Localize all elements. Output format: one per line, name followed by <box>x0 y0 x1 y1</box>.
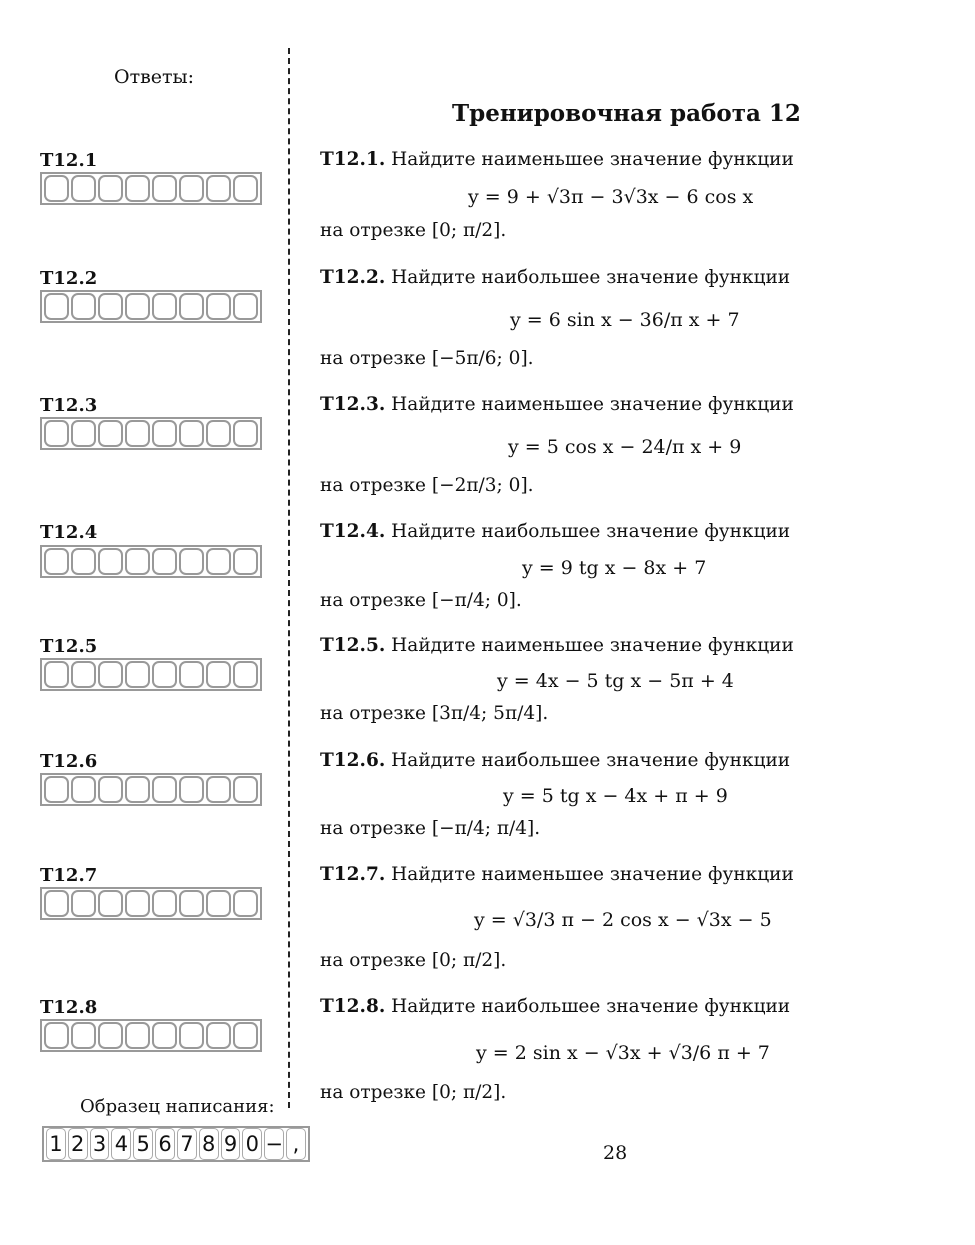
page-number: 28 <box>603 1142 628 1164</box>
task-formula: y = 4x − 5 tg x − 5π + 4 <box>497 670 734 692</box>
sample-char: 3 <box>90 1128 110 1160</box>
task-number: T12.1. <box>320 149 386 170</box>
task-text: Найдите наименьшее значение функции <box>391 864 794 885</box>
sample-char: 8 <box>199 1128 219 1160</box>
task-text: Найдите наибольшее значение функции <box>391 521 791 542</box>
interval-value: [3π/4; 5π/4]. <box>431 703 549 724</box>
sample-char: 0 <box>242 1128 262 1160</box>
task-interval: на отрезке [0; π/2]. <box>320 220 507 241</box>
answer-boxes[interactable] <box>40 1019 262 1052</box>
task-formula: y = 5 tg x − 4x + π + 9 <box>503 785 728 807</box>
task-interval: на отрезке [0; π/2]. <box>320 1082 507 1103</box>
task-formula: y = 2 sin x − √3x + √3/6 π + 7 <box>476 1042 770 1064</box>
task-formula: y = 9 tg x − 8x + 7 <box>522 557 707 579</box>
task-number: T12.6. <box>320 750 386 771</box>
sample-char: 6 <box>155 1128 175 1160</box>
interval-value: [0; π/2]. <box>431 1082 507 1103</box>
dashed-divider <box>288 48 290 1108</box>
answer-label: T12.5 <box>40 636 98 657</box>
task-text: Найдите наименьшее значение функции <box>391 394 794 415</box>
sample-digits <box>42 1126 310 1162</box>
task-interval: на отрезке [−π/4; 0]. <box>320 590 522 611</box>
task-formula: y = 6 sin x − 36/π x + 7 <box>510 309 740 331</box>
answer-boxes[interactable] <box>40 290 262 323</box>
answer-boxes[interactable] <box>40 658 262 691</box>
page-title: Тренировочная работа 12 <box>452 100 801 127</box>
task-text: Найдите наименьшее значение функции <box>391 149 794 170</box>
task-interval: на отрезке [−2π/3; 0]. <box>320 475 534 496</box>
interval-value: [0; π/2]. <box>431 220 507 241</box>
task-formula: y = √3/3 π − 2 cos x − √3x − 5 <box>474 909 772 931</box>
sample-char: 9 <box>221 1128 241 1160</box>
answer-boxes[interactable] <box>40 172 262 205</box>
sample-char: , <box>286 1128 306 1160</box>
answer-label: T12.7 <box>40 865 98 886</box>
interval-value: [−2π/3; 0]. <box>431 475 534 496</box>
sample-char: 5 <box>133 1128 153 1160</box>
interval-value: [−π/4; 0]. <box>431 590 522 611</box>
answer-label: T12.1 <box>40 150 98 171</box>
sample-char: 1 <box>46 1128 66 1160</box>
task-number: T12.7. <box>320 864 386 885</box>
interval-value: [−5π/6; 0]. <box>431 348 534 369</box>
sample-heading: Образец написания: <box>80 1096 275 1117</box>
task-formula: y = 5 cos x − 24/π x + 9 <box>508 436 742 458</box>
sample-char: − <box>264 1128 284 1160</box>
answer-label: T12.3 <box>40 395 98 416</box>
answer-label: T12.4 <box>40 522 98 543</box>
task-text: Найдите наименьшее значение функции <box>391 635 794 656</box>
task-text: Найдите наибольшее значение функции <box>391 750 791 771</box>
task-statement <box>320 752 790 771</box>
answer-boxes[interactable] <box>40 545 262 578</box>
task-statement <box>320 396 794 415</box>
sample-char: 4 <box>111 1128 131 1160</box>
sample-char: 7 <box>177 1128 197 1160</box>
task-text: Найдите наибольшее значение функции <box>391 267 791 288</box>
answers-heading: Ответы: <box>114 66 195 88</box>
task-number: T12.4. <box>320 521 386 542</box>
task-statement <box>320 151 794 170</box>
task-number: T12.2. <box>320 267 386 288</box>
answer-label: T12.6 <box>40 751 98 772</box>
task-interval: на отрезке [−π/4; π/4]. <box>320 818 541 839</box>
task-number: T12.5. <box>320 635 386 656</box>
sample-char: 2 <box>68 1128 88 1160</box>
task-statement <box>320 998 790 1017</box>
answer-boxes[interactable] <box>40 417 262 450</box>
interval-value: [0; π/2]. <box>431 950 507 971</box>
task-number: T12.8. <box>320 996 386 1017</box>
answer-label: T12.2 <box>40 268 98 289</box>
task-statement <box>320 637 794 656</box>
task-statement <box>320 866 794 885</box>
task-interval: на отрезке [3π/4; 5π/4]. <box>320 703 549 724</box>
task-formula: y = 9 + √3π − 3√3x − 6 cos x <box>468 186 754 208</box>
answer-boxes[interactable] <box>40 887 262 920</box>
task-interval: на отрезке [0; π/2]. <box>320 950 507 971</box>
answer-boxes[interactable] <box>40 773 262 806</box>
task-interval: на отрезке [−5π/6; 0]. <box>320 348 534 369</box>
task-statement <box>320 269 790 288</box>
interval-value: [−π/4; π/4]. <box>431 818 541 839</box>
task-statement <box>320 523 790 542</box>
answer-label: T12.8 <box>40 997 98 1018</box>
task-text: Найдите наибольшее значение функции <box>391 996 791 1017</box>
task-number: T12.3. <box>320 394 386 415</box>
